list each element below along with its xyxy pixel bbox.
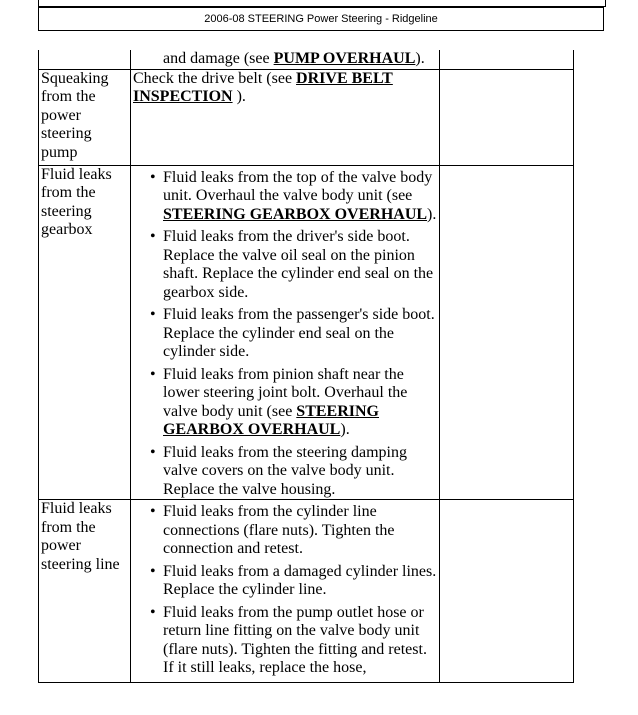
table-row [39, 69, 574, 165]
previous-page-edge [38, 0, 606, 7]
page-header [38, 7, 604, 31]
page-header-title: 2006-08 STEERING Power Steering - Ridgeline [204, 13, 438, 25]
symptom-cell: Fluid leaks from the power steering line [39, 500, 131, 683]
notes-cell [440, 69, 574, 165]
symptom-cell [39, 50, 131, 69]
notes-cell [440, 165, 574, 500]
steering-gearbox-overhaul-link[interactable]: STEERING GEARBOX OVERHAUL [163, 205, 428, 223]
symptom-cell: Squeaking from the power steering pump [39, 69, 131, 165]
remedy-cell [131, 500, 440, 683]
list-item: • Fluid leaks from the top of the valve body unit. Overhaul the valve body unit (see STEERING GEARBOX OVERHAUL). [163, 169, 437, 225]
table-row [39, 500, 574, 683]
list-item: • Fluid leaks from a damaged cylinder lines. Replace the cylinder line. [163, 563, 437, 600]
list-item: • Fluid leaks from the driver's side boot. Replace the valve oil seal on the pinion shaft. Replace the cylinder end seal on the gearbox side. [163, 228, 437, 302]
remedy-cell: and damage (see PUMP OVERHAUL). [131, 50, 440, 69]
remedy-cell [131, 165, 440, 500]
list-item: • Fluid leaks from the steering damping valve covers on the valve body unit. Replace the valve housing. [163, 444, 437, 500]
table-row [39, 165, 574, 500]
drive-belt-inspection-link[interactable]: DRIVE BELT INSPECTION [133, 69, 393, 105]
list-item: • Fluid leaks from the passenger's side boot. Replace the cylinder end seal on the cylinder side. [163, 306, 437, 362]
list-item: • Fluid leaks from the cylinder line connections (flare nuts). Tighten the connection and retest. [163, 503, 437, 559]
list-item: • Fluid leaks from the pump outlet hose or return line fitting on the valve body unit (flare nuts). Tighten the fitting and retest. If it still leaks, replace the hose, [163, 604, 437, 678]
table-row [39, 50, 574, 69]
steering-gearbox-overhaul-link[interactable]: STEERING GEARBOX OVERHAUL [163, 402, 379, 438]
list-item: • Fluid leaks from pinion shaft near the lower steering joint bolt. Overhaul the valve body unit (see STEERING GEARBOX OVERHAUL). [163, 366, 437, 440]
pump-overhaul-link[interactable]: PUMP OVERHAUL [273, 50, 416, 67]
remedy-list [133, 500, 437, 678]
symptom-cell: Fluid leaks from the steering gearbox [39, 165, 131, 500]
remedy-list [133, 166, 437, 500]
remedy-cell: Check the drive belt (see DRIVE BELT INSPECTION ). [131, 69, 440, 165]
notes-cell [440, 50, 574, 69]
notes-cell [440, 500, 574, 683]
troubleshooting-table [38, 50, 574, 683]
